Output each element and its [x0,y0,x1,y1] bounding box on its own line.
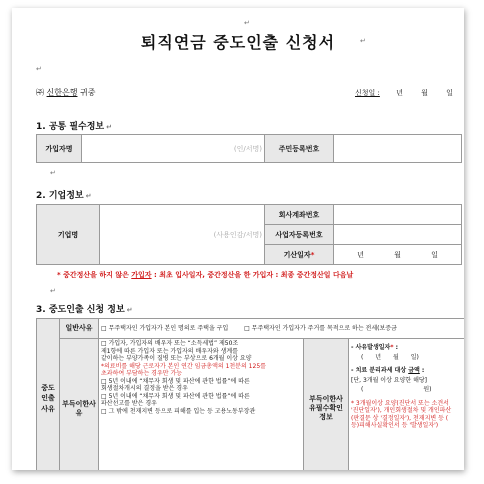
paragraph-mark: ↵ [244,19,250,27]
evidence-note: 등)피해사실확인서 등 '발생일자') [351,422,439,429]
reason-line[interactable]: □ 그 밖에 천재지변 등으로 피해를 입는 등 고용노동부장관 [101,407,256,415]
general-reason-label: 일반사유 [60,319,99,339]
application-date-label: 신청일 : [355,89,380,97]
biz-reg-input[interactable] [334,225,462,245]
rrn-label: 주민등록번호 [265,135,334,163]
reason-line: 제1항에 따른 가입자 또는 가입자의 배우자와 생계를 [101,347,238,355]
bank-name: 신한은행 [46,88,78,97]
common-info-table [36,134,462,163]
biz-reg-label: 사업자등록번호 [265,225,334,245]
base-date-label: 기산일자* [265,245,334,265]
bank-symbol: ㈜ [36,88,44,97]
signature-placeholder: (인/서명) [233,144,262,153]
recipient-bank [36,87,95,98]
reason-line: *의료비를 해당 근로자가 본인 연간 임금총액의 1천분의 125를 [101,362,266,370]
company-info-table [36,204,462,265]
event-date-input[interactable]: ( 년 월 일) [361,353,419,361]
company-account-input[interactable] [334,205,462,225]
rrn-input[interactable] [334,135,462,163]
tax-amount-label: - 치료 분리과세 대상 금액 : [351,367,425,374]
reason-line: 초과하여 부담하는 경우만 가능 [101,370,183,377]
partial-reason-options [99,339,304,471]
section-3-title: 3. 중도인출 신청 정보 ↵ [36,305,133,315]
withdrawal-reason-side-label: 중도인출사유 [37,319,60,471]
reason-line[interactable]: □ 가입자, 가입자의 배우자 또는 “소득세법” 제50조 [101,340,239,347]
partial-reason-label: 부득이한사유 [60,339,99,471]
base-date-note: * 중간정산을 하지 않은 가입자 : 최초 입사일자, 중간정산을 한 가입자 : 최종 중간정산일 다음날 [57,271,354,279]
general-option-2[interactable]: □ 무주택자인 가입자가 주거를 목적으로 하는 전세(보증금 [244,324,397,332]
reason-line[interactable]: □ 5년 이내에 “채무자 회생 및 파산에 관한 법률”에 따른 [101,377,250,385]
tax-amount-detail: [단, 3개월 이상 요양한 해당] [351,376,427,384]
day-label: 일 [446,89,453,97]
paragraph-mark: ↵ [36,65,42,73]
subscriber-input[interactable] [82,135,265,163]
company-name-label: 기업명 [37,205,100,265]
reason-line: 같이하는 부양가족이 질병 또는 부상으로 6개월 이상 요양 [101,355,252,362]
general-option-1[interactable]: □ 무주택자인 가입자가 본인 명의로 주택을 구입 [101,324,229,332]
section-1-title: 1. 공통 필수정보 ↵ [36,122,112,132]
paragraph-mark: ↵ [50,287,56,295]
reason-line: 회생절차개시의 결정을 받은 경우 [101,385,188,392]
month-label: 월 [421,89,428,97]
form-title: 퇴직연금 중도인출 신청서 [140,33,336,52]
bank-suffix: 귀중 [77,88,96,97]
company-account-label: 회사계좌번호 [265,205,334,225]
subscriber-label: 가입자명 [37,135,82,163]
confirm-info-fields [349,339,465,471]
seal-placeholder: (사용인감/서명) [213,230,262,239]
event-date-label: - 사유발생일자* : [351,344,398,351]
paragraph-mark: ↵ [360,37,366,45]
base-date-input[interactable]: 년 월 일 [334,245,462,265]
evidence-note: '진단일자'), 개인회생절차 및 개인파산 [351,407,452,414]
application-form [12,8,464,470]
evidence-note: * 3개월이상 요양(진단서 또는 소견서 [351,399,449,407]
paragraph-mark: ↵ [50,169,56,177]
year-label: 년 [396,89,403,97]
evidence-note: (판결문 상 '결정일자'), 천재지변 등 ( [351,414,449,422]
tax-amount-input[interactable]: ( 원) [361,386,432,393]
reason-line[interactable]: □ 5년 이내에 “채무자 회생 및 파산에 관한 법률”에 따른 [101,392,250,400]
general-reason-options [99,319,465,339]
section-2-title: 2. 기업정보 ↵ [36,191,92,201]
application-date [355,88,453,98]
company-name-input[interactable] [100,205,265,265]
reason-line: 파산선고를 받은 경우 [101,400,157,407]
confirm-info-label: 부득이한사유필수확인정보 [304,339,349,471]
withdrawal-info-table [36,318,464,470]
